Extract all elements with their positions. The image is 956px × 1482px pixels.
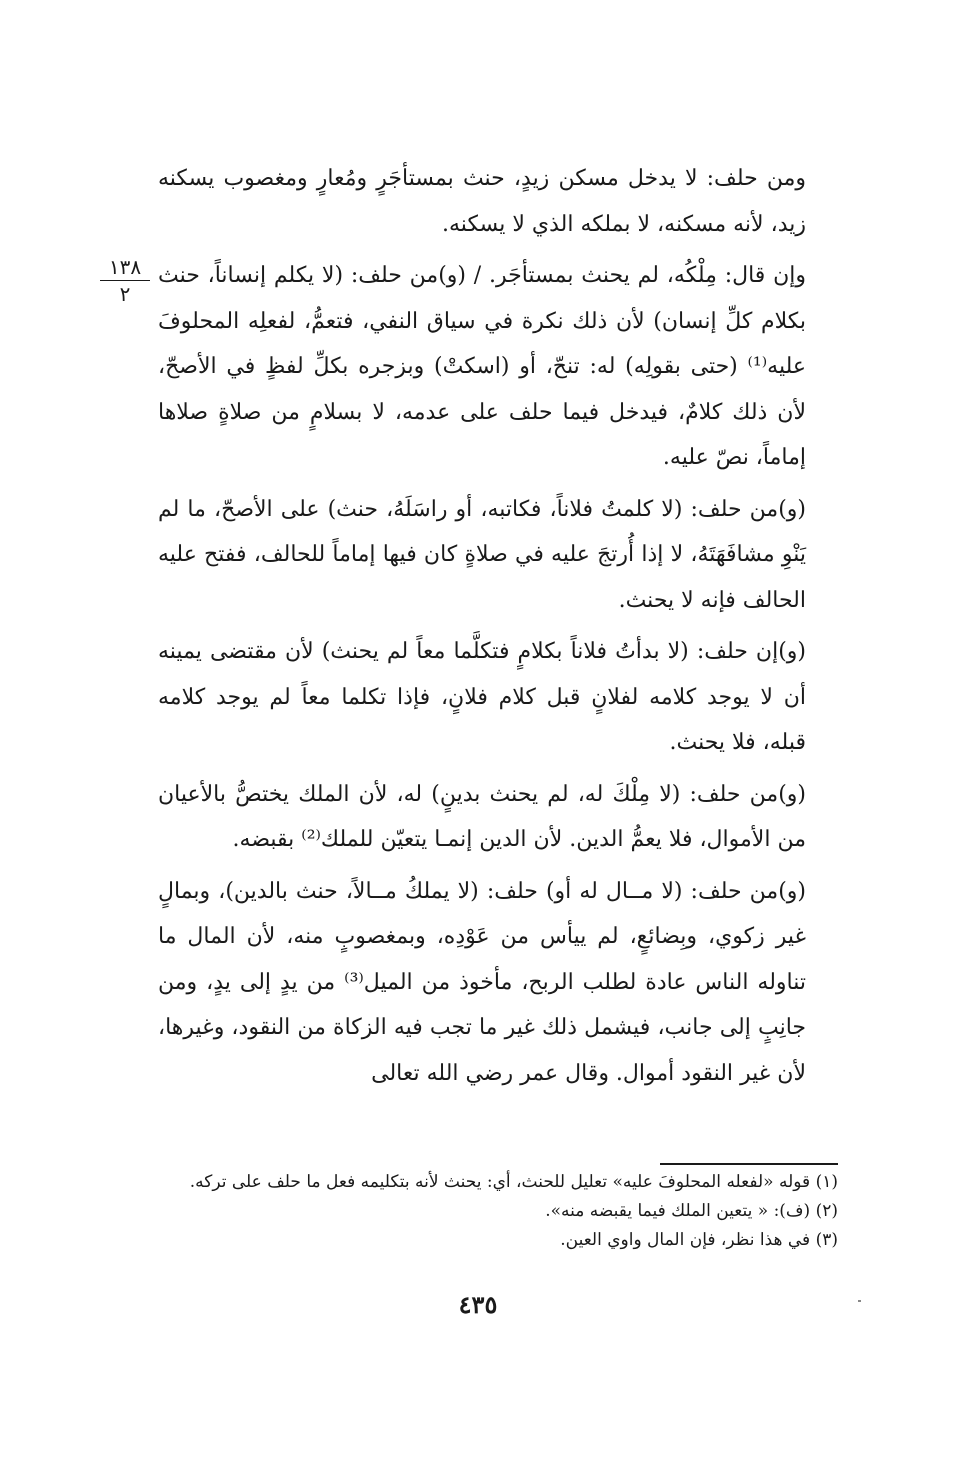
footnotes	[158, 1168, 838, 1255]
main-text	[158, 156, 806, 1102]
footnote-separator	[660, 1163, 838, 1165]
footnote-3: (٣) في هذا نظر، فإن المال واوي العين.	[560, 1230, 838, 1250]
folio-number: ١٣٨	[100, 256, 150, 281]
paragraph-6: (و)من حلف: (لا مــال له أو) حلف: (لا يملكُ مــالاً، حنث بالدين)، وبمالٍ غير زكوي، وبِضائعٍ، لم ييأس من عَوْدِه، وبمغصوبٍ منه، لأن المال ما تناوله الناس عادة لطلب الربح، مأخوذ من الميل⁽³⁾ من يدٍ إلى يدٍ، ومن جانِبٍ إلى جانب، فيشمل ذلك غير ما تجب فيه الزكاة من النقود، وغيرها، لأن غير النقود أموال. وقال عمر رضي الله تعالى	[158, 878, 806, 1086]
paragraph-2: وإن قال: مِلْكُه، لم يحنث بمستأجَر. / (و)من حلف: (لا يكلم إنساناً، حنث بكلام كلِّ إنسان) لأن ذلك نكرة في سياق النفي، فتعمُّ، لفعلِه المحلوفَ عليه⁽¹⁾ (حتى بقولِه) له: تنحّ، أو (اسكتْ) وبزجره بكلِّ لفظٍ في الأصحّ، لأن ذلك كلامٌ، فيدخل فيما حلف على عدمه، لا بسلامٍ من صلاةٍ صلاها إماماً، نصّ عليه.	[158, 263, 806, 470]
manuscript-folio-note	[100, 256, 150, 305]
paragraph-3: (و)من حلف: (لا كلمتُ فلاناً، فكاتبه، أو راسَلَهُ، حنث) على الأصحّ، ما لم يَنْوِ مشافَهَتَهُ، لا إذا أُرتجَ عليه في صلاةٍ كان فيها إماماً للحالف، ففتح عليه الحالف فإنه لا يحنث.	[158, 496, 806, 613]
paragraph-5: (و)من حلف: (لا مِلْكَ له، لم يحنث بدينٍ) له، لأن الملك يختصُّ بالأعيان من الأموال، فلا يعمُّ الدين. لأن الدين إنمـا يتعيّن للملك⁽²⁾ بقبضه.	[158, 781, 806, 852]
scan-speck	[858, 1300, 861, 1302]
folio-side: ٢	[119, 282, 131, 306]
paragraph-1: ومن حلف: لا يدخل مسكن زيدٍ، حنث بمستأجَرٍ ومُعارٍ ومغصوب يسكنه زيد، لأنه مسكنه، لا بملكه الذي لا يسكنه.	[158, 166, 806, 237]
page-number: ٤٣٥	[458, 1290, 498, 1319]
footnote-2: (٢) (ف): « يتعين الملك فيما يقبضه منه».	[545, 1201, 838, 1221]
footnote-1: (١) قوله «لفعله المحلوفَ عليه» تعليل للحنث، أي: يحنث لأنه بتكليمه فعل ما حلف على تركه.	[189, 1172, 838, 1192]
paragraph-4: (و)إن حلف: (لا بدأتُ فلاناً بكلامٍ فتكلَّما معاً لم يحنث) لأن مقتضى يمينه أن لا يوجد كلامه لفلانٍ قبل كلام فلانٍ، فإذا تكلما معاً لم يوجد كلامه قبله، فلا يحنث.	[158, 639, 806, 755]
